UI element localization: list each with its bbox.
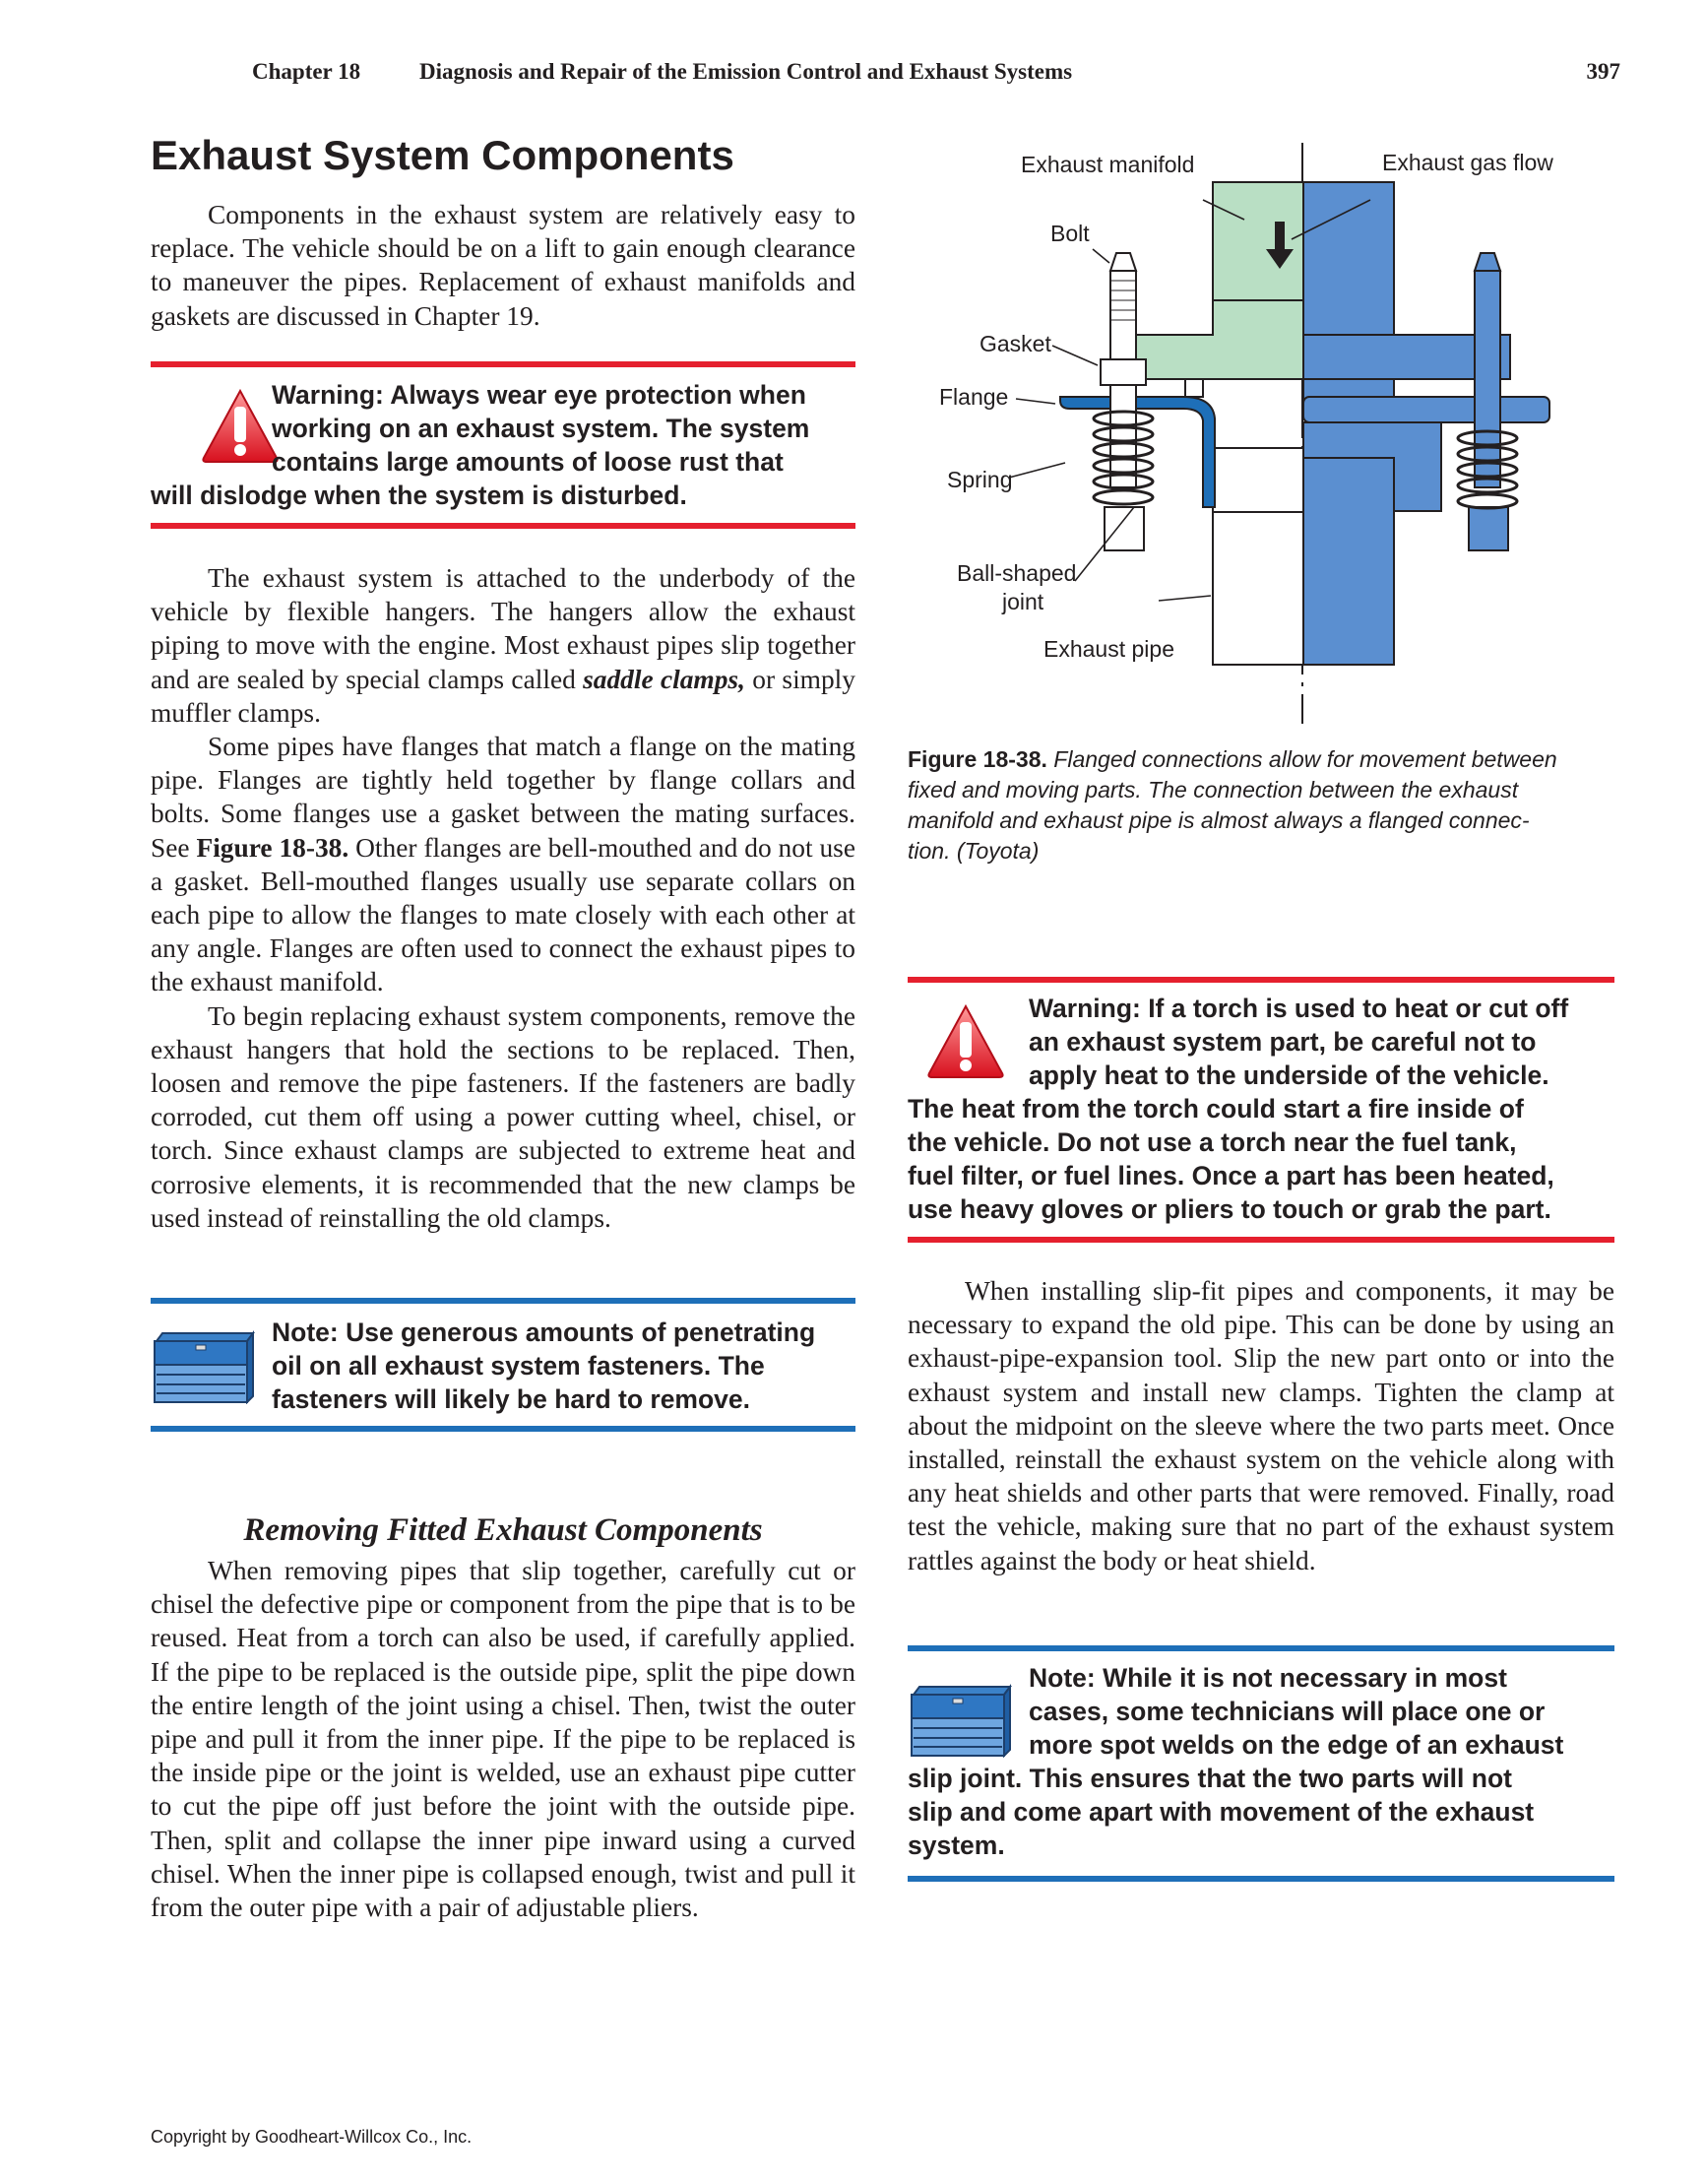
label-exhaust-manifold: Exhaust manifold	[1021, 152, 1195, 177]
note1-line: fasteners will likely be hard to remove.	[272, 1384, 751, 1414]
paragraph-text: Other flanges are bell-mouthed and do not use a gasket. Bell-mouthed flanges usually use separate collars on each pipe to allow the flanges to mate closely with each other at any angle. Flanges are often used to connect the exhaust pipes to the exhaust manifold.	[151, 832, 855, 997]
note2-line: system.	[908, 1831, 1005, 1860]
intro-paragraph-block	[151, 198, 855, 333]
note2-line: cases, some technicians will place one or	[1029, 1697, 1546, 1726]
label-exhaust-gas-flow: Exhaust gas flow	[1382, 150, 1553, 175]
note1-line: oil on all exhaust system fasteners. The	[272, 1351, 765, 1381]
warning2-line: an exhaust system part, be careful not to	[1029, 1027, 1537, 1057]
warning-rule-top	[908, 977, 1614, 983]
note2-line: slip joint. This ensures that the two parts will not	[908, 1764, 1512, 1793]
note-rule-bottom	[151, 1426, 855, 1432]
paragraph-hangers	[151, 561, 855, 730]
label-bolt: Bolt	[1050, 221, 1090, 246]
note1-line: Note: Use generous amounts of penetrating	[272, 1317, 816, 1347]
label-gasket: Gasket	[979, 331, 1051, 356]
caption-line: tion. (Toyota)	[908, 838, 1040, 864]
subsection-body	[151, 1554, 855, 1924]
label-joint: joint	[1002, 589, 1044, 614]
warning2-line: the vehicle. Do not use a torch near the fuel tank,	[908, 1127, 1517, 1157]
paragraph-text: The exhaust system is attached to the underbody of the vehicle by flexible hangers. The hangers allow the exhaust piping to move with the engine. Most exhaust pipes slip together and are sealed by special clamps called	[151, 563, 855, 694]
figure-reference: Figure 18-38.	[196, 832, 349, 863]
body-text-right	[908, 1274, 1614, 1577]
warning2-line: The heat from the torch could start a fire inside of	[908, 1094, 1524, 1124]
subsection-heading: Removing Fitted Exhaust Components	[243, 1512, 763, 1548]
note2-line: slip and come apart with movement of the exhaust	[908, 1797, 1535, 1827]
caption-line: fixed and moving parts. The connection between the exhaust	[908, 777, 1519, 803]
warning-rule-bottom	[151, 523, 855, 529]
warning2-line: fuel filter, or fuel lines. Once a part has been heated,	[908, 1161, 1554, 1190]
section-heading: Exhaust System Components	[151, 132, 734, 178]
figure-label: Figure 18-38.	[908, 746, 1047, 772]
label-spring: Spring	[947, 467, 1013, 492]
body-text-left	[151, 561, 855, 1235]
intro-paragraph: Components in the exhaust system are relatively easy to replace. The vehicle should be on a lift to gain enough clearance to maneuver the pipes. Replacement of exhaust manifolds and gaskets are discussed in Chapter 19.	[151, 200, 855, 331]
label-ball-shaped: Ball-shaped	[957, 560, 1077, 586]
label-flange: Flange	[939, 384, 1009, 410]
paragraph-text: Some pipes have flanges that match a flange on the mating pipe. Flanges are tightly held together by flange collars and bolts. Some flanges use a gasket between the mating surfaces. See	[151, 732, 855, 863]
figure-flanged-connection	[908, 133, 1614, 734]
note-callout-spot-welds	[908, 1645, 1614, 1882]
warning1-line: will dislodge when the system is disturbed.	[151, 481, 687, 510]
paragraph-text: or simply muffler clamps.	[151, 664, 855, 728]
warning1-line: Warning: Always wear eye protection when	[272, 380, 806, 410]
warning-rule-bottom	[908, 1237, 1614, 1243]
caption-line: manifold and exhaust pipe is almost always a flanged connec-	[908, 807, 1530, 833]
warning2-line: apply heat to the underside of the vehicle.	[1029, 1060, 1549, 1090]
warning-rule-top	[151, 361, 855, 367]
note-rule-top	[151, 1298, 855, 1304]
note-rule-top	[908, 1645, 1614, 1651]
warning2-line: use heavy gloves or pliers to touch or grab the part.	[908, 1194, 1551, 1224]
paragraph-flanges	[151, 730, 855, 999]
note2-line: more spot welds on the edge of an exhaust	[1029, 1730, 1564, 1760]
chapter-title: Diagnosis and Repair of the Emission Control and Exhaust Systems	[419, 59, 1073, 84]
warning2-line: Warning: If a torch is used to heat or cut off	[1029, 994, 1569, 1023]
copyright-footer: Copyright by Goodheart-Willcox Co., Inc.	[151, 2127, 473, 2147]
paragraph-slip-fit: When installing slip-fit pipes and components, it may be necessary to expand the old pipe. This can be done by using an exhaust-pipe-expansion tool. Slip the new part onto or into the exhaust system and install new clamps. Tighten the clamp at about the midpoint on the sleeve where the two parts meet. Once installed, reinstall the exhaust system on the vehicle along with any heat shields and other parts that were removed. Finally, road test the vehicle, making sure that no part of the exhaust system rattles against the body or heat shield.	[908, 1276, 1614, 1575]
warning-callout-eye-protection	[151, 361, 855, 529]
flanged-connection-diagram	[908, 133, 1614, 734]
key-term-saddle-clamps: saddle clamps,	[583, 664, 745, 694]
note-rule-bottom	[908, 1876, 1614, 1882]
caption-line: Flanged connections allow for movement between	[1046, 746, 1557, 772]
chapter-label: Chapter 18	[252, 59, 361, 84]
figure-caption	[908, 744, 1614, 867]
paragraph-replacing: To begin replacing exhaust system components, remove the exhaust hangers that hold the sections to be replaced. Then, loosen and remove the pipe fasteners. If the fasteners are badly corroded, cut them off using a power cutting wheel, chisel, or torch. Since exhaust clamps are subjected to extreme heat and corrosive elements, it is recommended that the new clamps be used instead of reinstalling the old clamps.	[151, 1000, 855, 1233]
warning1-line: contains large amounts of loose rust that	[272, 447, 784, 477]
warning-callout-torch	[908, 977, 1614, 1243]
note-callout-penetrating-oil	[151, 1298, 855, 1432]
note2-line: Note: While it is not necessary in most	[1029, 1663, 1507, 1693]
page-number: 397	[1586, 59, 1620, 84]
paragraph-removing: When removing pipes that slip together, carefully cut or chisel the defective pipe or component from the pipe that is to be reused. Heat from a torch can also be used, if carefully applied. If the pipe to be replaced is the outside pipe, split the pipe down the entire length of the joint using a chisel. Then, twist the outer pipe and pull it from the inner pipe. If the pipe to be replaced is the inside pipe or the joint is welded, use an exhaust pipe cutter to cut the pipe off just before the joint with the outside pipe. Then, split and collapse the inner pipe inward using a curved chisel. When the inner pipe is collapsed enough, twist and pull it from the outer pipe with a pair of adjustable pliers.	[151, 1556, 855, 1923]
label-exhaust-pipe: Exhaust pipe	[1043, 636, 1174, 662]
warning1-line: working on an exhaust system. The system	[272, 414, 810, 443]
